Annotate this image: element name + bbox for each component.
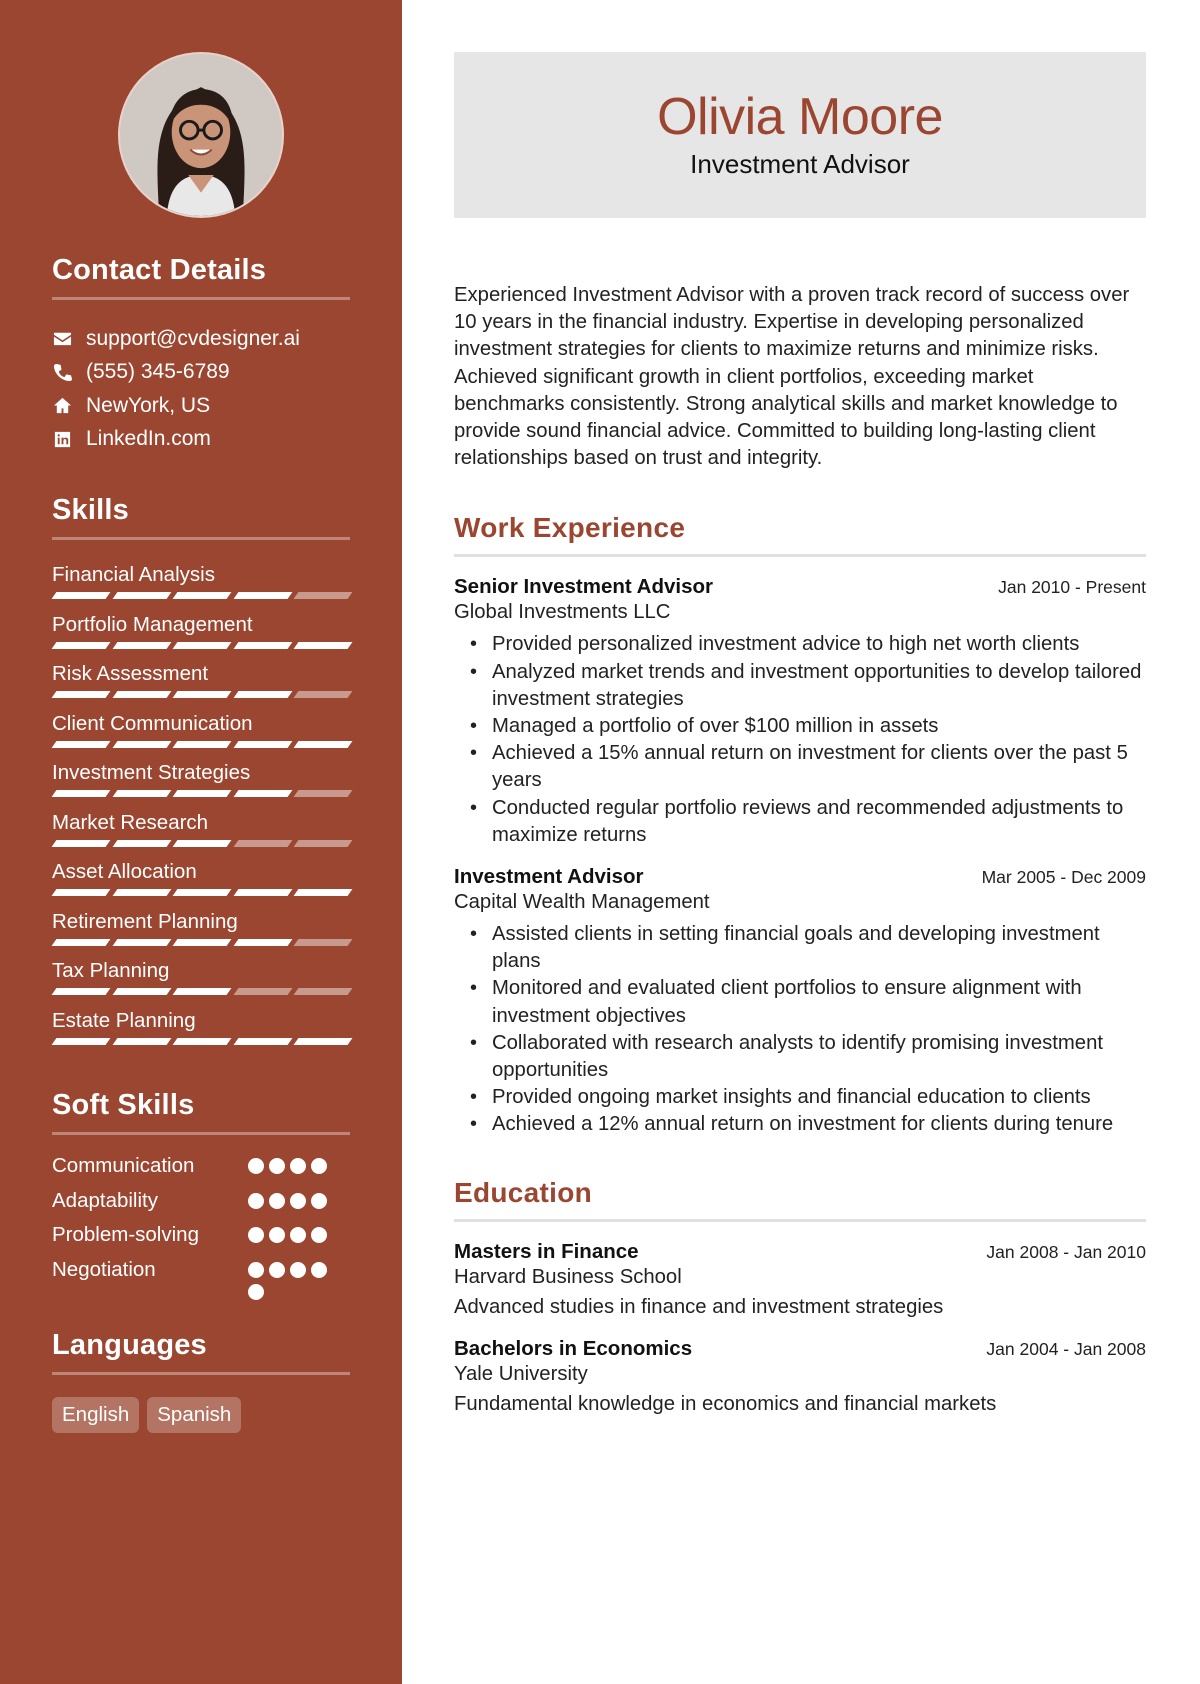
skill-item (52, 562, 350, 612)
skill-segment-filled (52, 889, 110, 896)
skill-segment-filled (173, 939, 231, 946)
skill-segment-empty (294, 592, 352, 599)
soft-skill-item (52, 1188, 350, 1223)
soft-skill-rating (248, 1153, 334, 1174)
skill-item (52, 661, 350, 711)
skill-item (52, 711, 350, 761)
skill-level-bar (52, 592, 350, 599)
skill-segment-empty (294, 988, 352, 995)
education-description: Advanced studies in finance and investment strategies (454, 1295, 944, 1318)
skill-segment-empty (294, 939, 352, 946)
skill-item (52, 760, 350, 810)
skill-segment-filled (52, 642, 110, 649)
skill-name: Market Research (52, 810, 209, 834)
soft-skill-name: Communication (52, 1154, 195, 1177)
rating-dot (269, 1158, 285, 1174)
work-entry (454, 575, 1146, 849)
envelope-icon (52, 329, 72, 349)
soft-skill-name: Problem-solving (52, 1223, 199, 1246)
rating-dot (290, 1227, 306, 1243)
job-role: Senior Investment Advisor (454, 575, 713, 599)
skill-segment-filled (112, 889, 170, 896)
rating-dot (248, 1193, 264, 1209)
rating-dot (290, 1193, 306, 1209)
soft-skill-item (52, 1257, 350, 1292)
languages-list (52, 1397, 350, 1433)
work-list (454, 575, 1146, 1138)
education-entry (454, 1337, 1146, 1416)
contact-list (52, 322, 350, 456)
languages-heading: Languages (52, 1329, 350, 1375)
skill-segment-filled (233, 592, 291, 599)
name-header (454, 52, 1146, 218)
company-name: Global Investments LLC (454, 601, 671, 624)
work-entry-header (454, 575, 1146, 599)
skill-name: Client Communication (52, 711, 253, 735)
skill-item (52, 612, 350, 662)
photo-container (52, 52, 350, 218)
skill-level-bar (52, 939, 350, 946)
skill-segment-filled (112, 691, 170, 698)
skill-segment-filled (233, 642, 291, 649)
responsibility-item: • Conducted regular portfolio reviews and recommended adjustments to maximize returns (470, 795, 1146, 849)
skill-segment-filled (233, 1038, 291, 1045)
rating-dot (248, 1262, 264, 1278)
skill-level-bar (52, 691, 350, 698)
rating-dot (290, 1262, 306, 1278)
skill-segment-filled (294, 741, 352, 748)
skill-segment-filled (173, 889, 231, 896)
education-heading: Education (454, 1177, 1146, 1222)
location-text: NewYork, US (86, 393, 211, 417)
rating-dot (248, 1227, 264, 1243)
skill-segment-empty (294, 691, 352, 698)
rating-dot (311, 1193, 327, 1209)
skill-segment-filled (173, 840, 231, 847)
school-name: Harvard Business School (454, 1265, 682, 1288)
skill-level-bar (52, 889, 350, 896)
skill-segment-filled (112, 840, 170, 847)
skill-segment-filled (173, 642, 231, 649)
skill-segment-filled (52, 840, 110, 847)
rating-dot (248, 1158, 264, 1174)
responsibility-item: • Monitored and evaluated client portfolios to ensure alignment with investment objectives (470, 975, 1146, 1029)
work-section (454, 512, 1146, 1138)
skill-segment-empty (233, 840, 291, 847)
skill-segment-filled (52, 741, 110, 748)
skill-segment-filled (52, 1038, 110, 1045)
avatar-illustration (120, 54, 282, 216)
skill-segment-filled (112, 642, 170, 649)
skill-name: Investment Strategies (52, 761, 251, 784)
skill-level-bar (52, 840, 350, 847)
skill-segment-empty (294, 790, 352, 797)
school-name: Yale University (454, 1362, 588, 1385)
rating-dot (248, 1284, 264, 1300)
contact-section (52, 254, 350, 456)
education-section (454, 1177, 1146, 1416)
contact-location (52, 389, 350, 423)
skill-segment-filled (52, 988, 110, 995)
soft-skill-rating (248, 1188, 334, 1209)
job-title: Investment Advisor (690, 148, 910, 179)
education-entry-header (454, 1337, 1146, 1361)
rating-dot (269, 1193, 285, 1209)
skill-segment-filled (173, 741, 231, 748)
full-name: Olivia Moore (657, 88, 943, 147)
rating-dot (311, 1158, 327, 1174)
soft-skill-item (52, 1222, 350, 1257)
responsibility-item: • Provided personalized investment advice to high net worth clients (470, 631, 1146, 658)
job-dates: Mar 2005 - Dec 2009 (981, 867, 1146, 888)
degree-name: Masters in Finance (454, 1239, 639, 1263)
rating-dot (269, 1262, 285, 1278)
responsibility-item: • Managed a portfolio of over $100 million in assets (470, 713, 1146, 740)
skill-item (52, 909, 350, 959)
skill-segment-filled (173, 691, 231, 698)
skill-segment-filled (112, 592, 170, 599)
skill-segment-filled (233, 889, 291, 896)
skill-item (52, 1008, 350, 1058)
responsibility-item: • Achieved a 15% annual return on investment for clients over the past 5 years (470, 740, 1146, 794)
rating-dot (290, 1158, 306, 1174)
work-entry-header (454, 865, 1146, 889)
skill-level-bar (52, 1038, 350, 1045)
contact-linkedin[interactable] (52, 423, 350, 457)
soft-skills-list (52, 1153, 350, 1291)
skills-heading: Skills (52, 494, 350, 540)
avatar (118, 52, 284, 218)
skill-name: Tax Planning (52, 959, 170, 982)
skill-item (52, 958, 350, 1008)
responsibility-item: • Analyzed market trends and investment opportunities to develop tailored investment strategies (470, 659, 1146, 713)
soft-skills-heading: Soft Skills (52, 1089, 350, 1135)
skill-segment-filled (112, 939, 170, 946)
degree-name: Bachelors in Economics (454, 1336, 693, 1360)
rating-dot (311, 1262, 327, 1278)
contact-heading: Contact Details (52, 254, 350, 300)
languages-section (52, 1329, 350, 1433)
skill-segment-filled (112, 741, 170, 748)
skill-segment-filled (52, 592, 110, 599)
skill-segment-filled (294, 642, 352, 649)
contact-email[interactable] (52, 322, 350, 356)
education-dates: Jan 2008 - Jan 2010 (986, 1241, 1146, 1262)
skill-segment-filled (233, 741, 291, 748)
skill-level-bar (52, 988, 350, 995)
work-heading: Work Experience (454, 512, 1146, 557)
skill-segment-filled (52, 691, 110, 698)
rating-dot (311, 1227, 327, 1243)
skill-item (52, 810, 350, 860)
summary: Experienced Investment Advisor with a proven track record of success over 10 years in the financial industry. Expertise in developing personalized investment strategies for clients to maximize returns and minimize risks. Achieved significant growth in client portfolios, exceeding market benchmarks consistently. Strong analytical skills and market knowledge to provide sound financial advice. Committed to building long-lasting client relationships based on trust and integrity. (454, 284, 1130, 470)
soft-skill-item (52, 1153, 350, 1188)
responsibility-item: • Assisted clients in setting financial goals and developing investment plans (470, 921, 1146, 975)
responsibility-item: • Achieved a 12% annual return on investment for clients during tenure (470, 1111, 1146, 1138)
soft-skill-name: Adaptability (52, 1188, 158, 1212)
skill-segment-filled (294, 1038, 352, 1045)
skill-level-bar (52, 642, 350, 649)
skill-name: Financial Analysis (52, 563, 215, 586)
skill-segment-filled (233, 790, 291, 797)
skill-segment-filled (112, 790, 170, 797)
company-name: Capital Wealth Management (454, 891, 710, 914)
responsibility-item: • Provided ongoing market insights and financial education to clients (470, 1084, 1146, 1111)
skill-segment-filled (233, 939, 291, 946)
education-description: Fundamental knowledge in economics and financial markets (454, 1392, 997, 1415)
email-text: support@cvdesigner.ai (86, 326, 300, 350)
skill-segment-filled (173, 592, 231, 599)
skill-name: Estate Planning (52, 1008, 196, 1032)
skills-section (52, 494, 350, 1057)
skill-segment-empty (233, 988, 291, 995)
soft-skill-rating (248, 1222, 334, 1243)
soft-skill-rating (248, 1257, 334, 1300)
skill-segment-filled (233, 691, 291, 698)
sidebar (0, 0, 402, 1684)
education-dates: Jan 2004 - Jan 2008 (986, 1338, 1146, 1359)
skill-item (52, 859, 350, 909)
skill-name: Asset Allocation (52, 860, 197, 883)
skill-name: Risk Assessment (52, 662, 209, 685)
skill-segment-filled (112, 988, 170, 995)
language-badge: Spanish (147, 1397, 241, 1433)
skill-segment-filled (52, 939, 110, 946)
skill-level-bar (52, 741, 350, 748)
skill-level-bar (52, 790, 350, 797)
skill-segment-filled (173, 1038, 231, 1045)
education-entry-header (454, 1240, 1146, 1264)
skill-segment-filled (52, 790, 110, 797)
responsibility-list (454, 631, 1146, 849)
work-entry (454, 865, 1146, 1139)
soft-skills-section (52, 1089, 350, 1291)
phone-icon (52, 362, 72, 382)
skill-segment-filled (173, 790, 231, 797)
skill-segment-filled (173, 988, 231, 995)
skill-segment-filled (112, 1038, 170, 1045)
skill-segment-empty (294, 840, 352, 847)
education-entry (454, 1240, 1146, 1319)
home-icon (52, 396, 72, 416)
responsibility-list (454, 921, 1146, 1139)
linkedin-text: LinkedIn.com (86, 427, 211, 451)
job-role: Investment Advisor (454, 865, 644, 889)
skill-name: Retirement Planning (52, 909, 238, 933)
responsibility-item: • Collaborated with research analysts to identify promising investment opportunities (470, 1030, 1146, 1084)
rating-dot (269, 1227, 285, 1243)
soft-skill-name: Negotiation (52, 1257, 156, 1281)
linkedin-icon (52, 429, 72, 449)
contact-phone[interactable] (52, 356, 350, 390)
main-content (454, 52, 1146, 1434)
job-dates: Jan 2010 - Present (998, 577, 1146, 598)
phone-text: (555) 345-6789 (86, 360, 230, 384)
skills-list (52, 562, 350, 1057)
skill-segment-filled (294, 889, 352, 896)
education-list (454, 1240, 1146, 1416)
skill-name: Portfolio Management (52, 612, 253, 636)
language-badge: English (52, 1397, 139, 1433)
